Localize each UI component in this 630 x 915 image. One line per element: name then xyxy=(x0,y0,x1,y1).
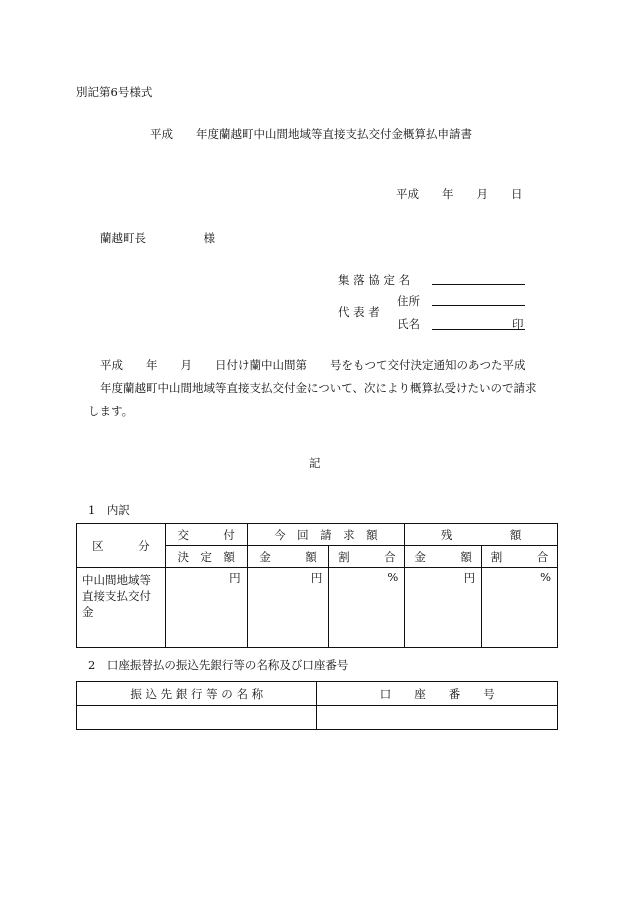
remaining-header: 残 額 xyxy=(405,524,558,546)
current-amount-cell: 円 xyxy=(247,568,329,648)
breakdown-table xyxy=(76,523,558,648)
account-number-header: 口 座 番 号 xyxy=(317,682,558,706)
address-field xyxy=(432,305,525,306)
decided-amount-header-bottom: 決 定 額 xyxy=(165,546,247,568)
form-number: 別記第6号様式 xyxy=(76,85,153,99)
bank-account-table xyxy=(76,681,558,730)
body-line-1: 平成 年 月 日付け蘭中山間第 号をもつて交付決定通知のあつた平成 xyxy=(100,358,526,372)
bank-name-cell xyxy=(77,706,317,730)
representative-label: 代 表 者 xyxy=(338,305,380,319)
remaining-amount-cell: 円 xyxy=(405,568,482,648)
group-name-field xyxy=(432,284,525,285)
addressee: 蘭越町長 様 xyxy=(100,231,215,245)
ki-heading: 記 xyxy=(309,456,321,470)
category-header: 区 分 xyxy=(77,524,166,568)
name-label: 氏名 xyxy=(397,317,420,331)
address-label: 住所 xyxy=(397,294,420,308)
seal-mark: 印 xyxy=(512,317,524,331)
row-label: 中山間地域等直接支払交付金 xyxy=(77,568,166,648)
decided-amount-cell: 円 xyxy=(165,568,247,648)
decided-amount-header-top: 交 付 xyxy=(165,524,247,546)
remaining-amount-subheader: 金 額 xyxy=(405,546,482,568)
account-number-cell xyxy=(317,706,558,730)
current-amount-subheader: 金 額 xyxy=(247,546,329,568)
current-ratio-subheader: 割 合 xyxy=(329,546,405,568)
body-line-2: 年度蘭越町中山間地域等直接支払交付金について、次により概算払受けたいので請求 xyxy=(100,381,537,395)
date-line: 平成 年 月 日 xyxy=(396,187,523,201)
document-title: 平成 年度蘭越町中山間地域等直接支払交付金概算払申請書 xyxy=(150,127,472,141)
bank-name-header: 振 込 先 銀 行 等 の 名 称 xyxy=(77,682,317,706)
remaining-ratio-cell: % xyxy=(482,568,558,648)
remaining-ratio-subheader: 割 合 xyxy=(482,546,558,568)
group-name-label: 集 落 協 定 名 xyxy=(338,273,411,287)
current-ratio-cell: % xyxy=(329,568,405,648)
body-line-3: します。 xyxy=(88,404,134,418)
section2-title: 2 口座振替払の振込先銀行等の名称及び口座番号 xyxy=(88,658,349,672)
current-request-header: 今 回 請 求 額 xyxy=(247,524,405,546)
section1-title: 1 内訳 xyxy=(88,503,130,517)
